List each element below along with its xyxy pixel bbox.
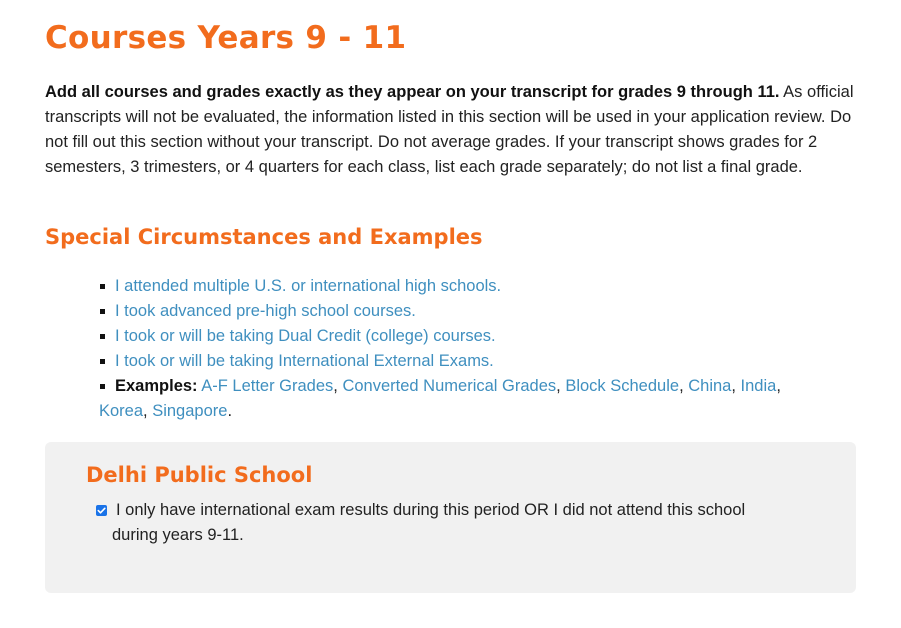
bullet-icon xyxy=(100,359,105,364)
bullet-icon xyxy=(100,334,105,339)
list-item xyxy=(99,299,851,324)
examples-item xyxy=(99,374,851,399)
separator: , xyxy=(556,377,566,395)
instructions-lead: Add all courses and grades exactly as they appear on your transcript for grades 9 through 11. xyxy=(45,83,780,101)
list-item xyxy=(99,349,851,374)
school-name: Delhi Public School xyxy=(86,463,313,487)
link-international-exams[interactable]: I took or will be taking International External Exams. xyxy=(115,352,494,370)
example-link-letter-grades[interactable]: A-F Letter Grades xyxy=(201,377,334,395)
special-circumstances-list xyxy=(99,274,851,399)
example-link-block-schedule[interactable]: Block Schedule xyxy=(565,377,680,395)
checkbox-label-line1: I only have international exam results during this period OR I did not attend this school xyxy=(116,501,746,519)
no-courses-checkbox-row[interactable] xyxy=(96,498,816,548)
separator: , xyxy=(776,377,781,395)
separator: , xyxy=(143,402,153,420)
separator: , xyxy=(333,377,343,395)
example-link-india[interactable]: India xyxy=(740,377,777,395)
example-link-korea[interactable]: Korea xyxy=(99,402,144,420)
instructions-paragraph xyxy=(45,80,857,180)
special-circumstances-heading: Special Circumstances and Examples xyxy=(45,225,483,249)
bullet-icon xyxy=(100,384,105,389)
example-link-numerical-grades[interactable]: Converted Numerical Grades xyxy=(342,377,557,395)
link-dual-credit-courses[interactable]: I took or will be taking Dual Credit (college) courses. xyxy=(115,327,496,345)
example-link-singapore[interactable]: Singapore xyxy=(152,402,228,420)
checkbox-checked-icon[interactable] xyxy=(96,505,107,516)
bullet-icon xyxy=(100,284,105,289)
bullet-icon xyxy=(100,309,105,314)
link-pre-high-school-courses[interactable]: I took advanced pre-high school courses. xyxy=(115,302,416,320)
instructions-body: As official transcripts will not be evaluated, the information listed in this section will be used in your application review. Do not fill out this section without your transcript. Do not average grades. If your transcript shows grades for 2 semesters, 3 trimesters, or 4 quarters for each class, list each grade separately; do not list a final grade. xyxy=(45,83,854,176)
link-multiple-schools[interactable]: I attended multiple U.S. or international high schools. xyxy=(115,277,502,295)
separator: . xyxy=(227,402,233,420)
examples-continuation xyxy=(99,399,232,424)
separator: , xyxy=(731,377,741,395)
list-item xyxy=(99,274,851,299)
page-title: Courses Years 9 - 11 xyxy=(45,20,407,56)
examples-label: Examples: xyxy=(115,377,198,395)
checkbox-label-line2: during years 9-11. xyxy=(112,526,244,544)
school-panel xyxy=(45,442,856,593)
separator: , xyxy=(679,377,689,395)
example-link-china[interactable]: China xyxy=(688,377,732,395)
list-item xyxy=(99,324,851,349)
